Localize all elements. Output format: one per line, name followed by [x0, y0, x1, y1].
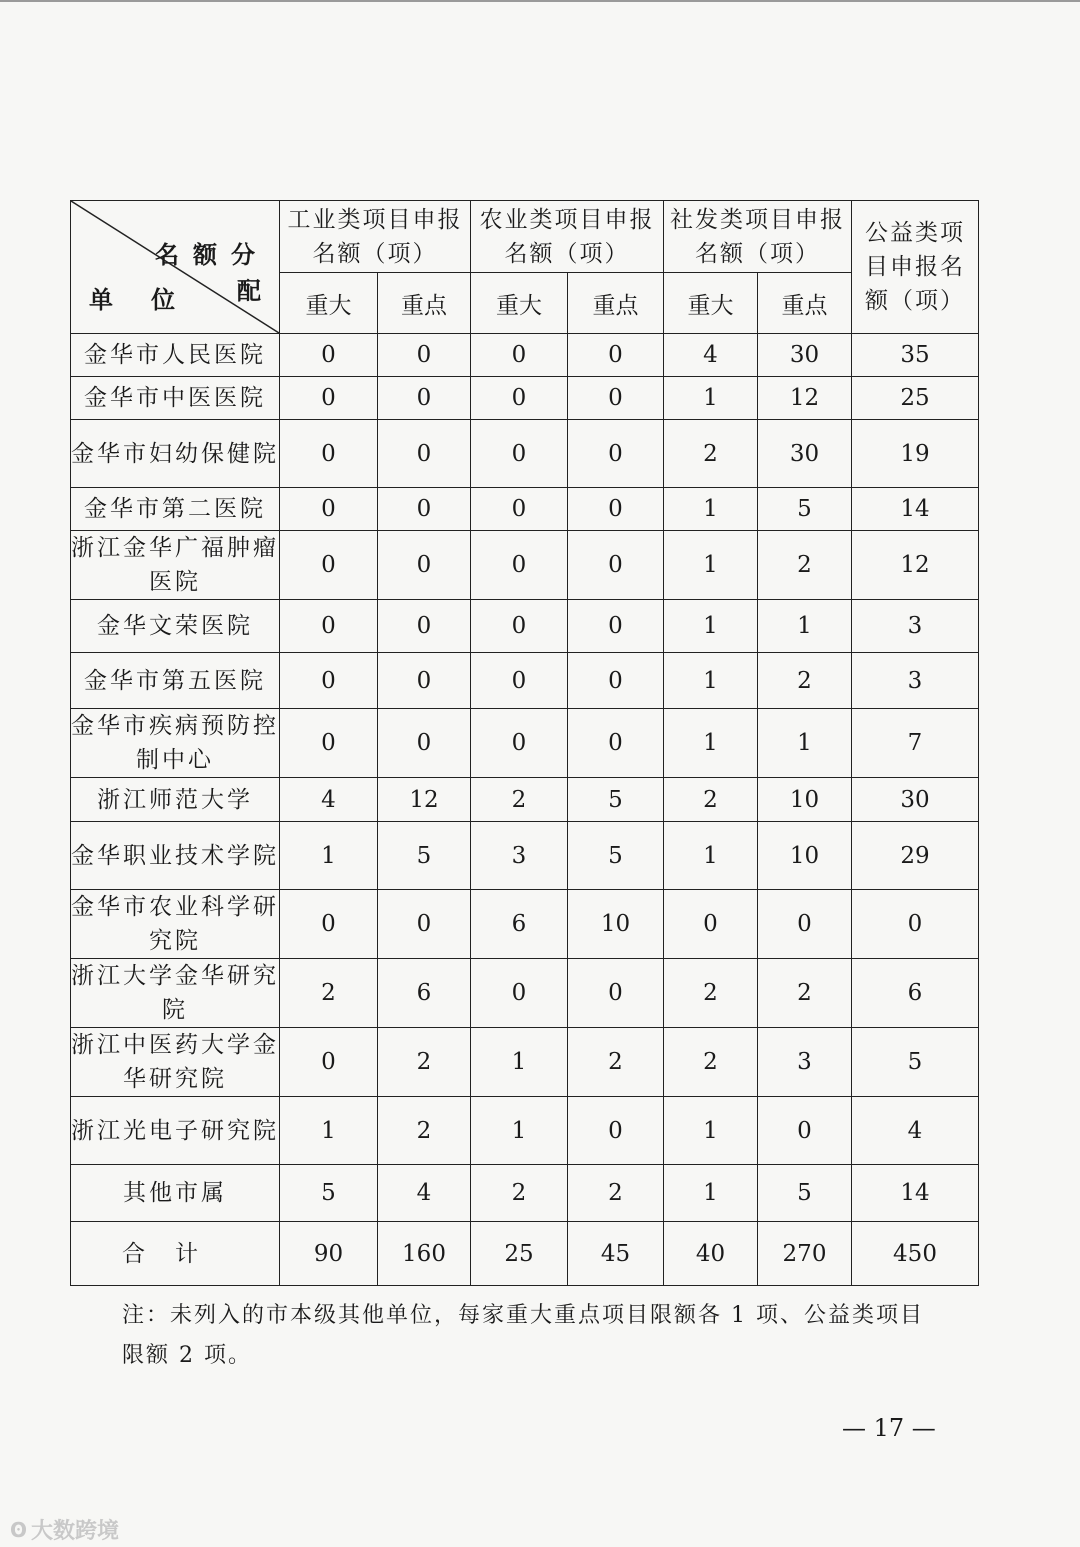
quota-value-cell: 0	[378, 653, 471, 709]
unit-name-cell: 浙江光电子研究院	[71, 1097, 280, 1165]
quota-value-cell: 0	[664, 890, 758, 959]
quota-value-cell: 2	[471, 1165, 568, 1222]
quota-value-cell: 30	[758, 420, 852, 488]
industry-header: 工业类项目申报名额（项）	[280, 201, 471, 273]
quota-value-cell: 1	[280, 1097, 378, 1165]
table-row	[71, 1097, 979, 1165]
quota-value-cell: 0	[568, 334, 664, 377]
quota-value-cell: 1	[471, 1097, 568, 1165]
table-row	[71, 488, 979, 531]
quota-value-cell: 0	[471, 488, 568, 531]
watermark-logo-icon: ʘ	[10, 1517, 28, 1542]
quota-value-cell: 1	[664, 488, 758, 531]
quota-value-cell: 2	[568, 1165, 664, 1222]
quota-value-cell: 0	[568, 959, 664, 1028]
quota-value-cell: 5	[758, 1165, 852, 1222]
quota-value-cell: 35	[852, 334, 979, 377]
quota-value-cell: 4	[664, 334, 758, 377]
quota-value-cell: 0	[568, 653, 664, 709]
quota-value-cell: 0	[471, 531, 568, 600]
table-row	[71, 653, 979, 709]
table-row	[71, 822, 979, 890]
quota-value-cell: 30	[758, 334, 852, 377]
table-row	[71, 778, 979, 822]
quota-value-cell: 0	[280, 531, 378, 600]
quota-value-cell: 14	[852, 488, 979, 531]
quota-value-cell: 5	[378, 822, 471, 890]
quota-value-cell: 7	[852, 709, 979, 778]
quota-value-cell: 14	[852, 1165, 979, 1222]
quota-value-cell: 2	[568, 1028, 664, 1097]
quota-value-cell: 0	[471, 600, 568, 653]
quota-value-cell: 2	[280, 959, 378, 1028]
quota-value-cell: 0	[471, 420, 568, 488]
sub-header: 重大	[471, 273, 568, 334]
quota-value-cell: 2	[378, 1097, 471, 1165]
quota-value-cell: 1	[280, 822, 378, 890]
public-welfare-header: 公益类项目申报名额（项）	[852, 201, 979, 334]
quota-value-cell: 0	[280, 1028, 378, 1097]
sub-header: 重点	[568, 273, 664, 334]
quota-value-cell: 0	[378, 600, 471, 653]
quota-table	[70, 200, 979, 1286]
table-row	[71, 377, 979, 420]
quota-value-cell: 5	[280, 1165, 378, 1222]
quota-value-cell: 5	[758, 488, 852, 531]
quota-value-cell: 0	[471, 334, 568, 377]
table-row	[71, 1165, 979, 1222]
quota-value-cell: 90	[280, 1222, 378, 1286]
quota-value-cell: 0	[280, 653, 378, 709]
quota-value-cell: 12	[758, 377, 852, 420]
quota-value-cell: 0	[568, 531, 664, 600]
quota-value-cell: 0	[280, 377, 378, 420]
quota-value-cell: 40	[664, 1222, 758, 1286]
quota-value-cell: 1	[758, 600, 852, 653]
table-body	[71, 334, 979, 1286]
unit-name-cell: 金华文荣医院	[71, 600, 280, 653]
table-row	[71, 959, 979, 1028]
watermark	[10, 1514, 119, 1545]
sub-header: 重点	[758, 273, 852, 334]
quota-value-cell: 1	[664, 377, 758, 420]
quota-value-cell: 450	[852, 1222, 979, 1286]
unit-name-cell: 金华市中医医院	[71, 377, 280, 420]
quota-value-cell: 0	[378, 377, 471, 420]
quota-value-cell: 25	[471, 1222, 568, 1286]
corner-header	[71, 201, 280, 334]
quota-value-cell: 0	[471, 709, 568, 778]
quota-value-cell: 5	[568, 822, 664, 890]
corner-right-label: 配	[237, 276, 261, 305]
quota-value-cell: 1	[664, 822, 758, 890]
table-row	[71, 709, 979, 778]
quota-value-cell: 19	[852, 420, 979, 488]
quota-value-cell: 2	[378, 1028, 471, 1097]
table-row	[71, 890, 979, 959]
quota-value-cell: 0	[378, 709, 471, 778]
quota-value-cell: 2	[664, 959, 758, 1028]
unit-name-cell: 金华市人民医院	[71, 334, 280, 377]
quota-value-cell: 2	[758, 959, 852, 1028]
quota-value-cell: 1	[758, 709, 852, 778]
quota-value-cell: 2	[471, 778, 568, 822]
quota-value-cell: 0	[568, 488, 664, 531]
quota-value-cell: 0	[280, 709, 378, 778]
quota-value-cell: 25	[852, 377, 979, 420]
quota-value-cell: 12	[852, 531, 979, 600]
agriculture-header: 农业类项目申报名额（项）	[471, 201, 664, 273]
table-row	[71, 531, 979, 600]
unit-name-cell: 浙江金华广福肿瘤医院	[71, 531, 280, 600]
quota-value-cell: 0	[568, 1097, 664, 1165]
page-top-edge	[0, 0, 1080, 2]
quota-value-cell: 0	[471, 377, 568, 420]
quota-value-cell: 0	[471, 653, 568, 709]
quota-value-cell: 2	[664, 1028, 758, 1097]
corner-top-label: 名额分	[155, 240, 269, 269]
quota-value-cell: 0	[378, 890, 471, 959]
unit-name-cell: 金华市第二医院	[71, 488, 280, 531]
quota-value-cell: 0	[280, 890, 378, 959]
quota-value-cell: 45	[568, 1222, 664, 1286]
quota-value-cell: 0	[280, 488, 378, 531]
table-row	[71, 334, 979, 377]
quota-value-cell: 2	[758, 531, 852, 600]
quota-value-cell: 0	[280, 420, 378, 488]
quota-value-cell: 1	[664, 531, 758, 600]
quota-value-cell: 270	[758, 1222, 852, 1286]
quota-value-cell: 0	[471, 959, 568, 1028]
quota-value-cell: 0	[280, 600, 378, 653]
quota-value-cell: 0	[568, 709, 664, 778]
quota-value-cell: 3	[852, 653, 979, 709]
unit-name-cell: 合计	[71, 1222, 280, 1286]
quota-value-cell: 6	[852, 959, 979, 1028]
quota-value-cell: 2	[758, 653, 852, 709]
watermark-text: 大数跨境	[31, 1519, 120, 1544]
quota-value-cell: 5	[568, 778, 664, 822]
quota-value-cell: 10	[758, 778, 852, 822]
unit-name-cell: 金华职业技术学院	[71, 822, 280, 890]
quota-value-cell: 1	[664, 709, 758, 778]
quota-value-cell: 1	[664, 1097, 758, 1165]
unit-name-cell: 浙江师范大学	[71, 778, 280, 822]
sub-header: 重大	[664, 273, 758, 334]
total-row	[71, 1222, 979, 1286]
quota-value-cell: 6	[471, 890, 568, 959]
quota-value-cell: 0	[280, 334, 378, 377]
unit-name-cell: 金华市妇幼保健院	[71, 420, 280, 488]
quota-value-cell: 10	[568, 890, 664, 959]
quota-value-cell: 0	[758, 1097, 852, 1165]
quota-value-cell: 4	[280, 778, 378, 822]
quota-value-cell: 0	[378, 488, 471, 531]
quota-value-cell: 3	[758, 1028, 852, 1097]
quota-value-cell: 5	[852, 1028, 979, 1097]
footnote: 注：未列入的市本级其他单位，每家重大重点项目限额各 1 项、公益类项目限额 2 项。	[122, 1303, 924, 1368]
quota-value-cell: 0	[378, 420, 471, 488]
quota-value-cell: 0	[568, 420, 664, 488]
sub-header: 重点	[378, 273, 471, 334]
unit-name-cell: 其他市属	[71, 1165, 280, 1222]
quota-value-cell: 29	[852, 822, 979, 890]
quota-value-cell: 0	[378, 531, 471, 600]
unit-name-cell: 金华市疾病预防控制中心	[71, 709, 280, 778]
quota-value-cell: 1	[664, 653, 758, 709]
quota-value-cell: 2	[664, 420, 758, 488]
social-header: 社发类项目申报名额（项）	[664, 201, 852, 273]
table-row	[71, 1028, 979, 1097]
quota-value-cell: 3	[852, 600, 979, 653]
quota-value-cell: 2	[664, 778, 758, 822]
quota-value-cell: 12	[378, 778, 471, 822]
quota-value-cell: 1	[664, 1165, 758, 1222]
quota-value-cell: 0	[758, 890, 852, 959]
quota-value-cell: 3	[471, 822, 568, 890]
quota-value-cell: 0	[852, 890, 979, 959]
quota-value-cell: 0	[378, 334, 471, 377]
quota-value-cell: 30	[852, 778, 979, 822]
quota-value-cell: 4	[852, 1097, 979, 1165]
quota-value-cell: 10	[758, 822, 852, 890]
quota-value-cell: 4	[378, 1165, 471, 1222]
sub-header: 重大	[280, 273, 378, 334]
page-number: — 17 —	[842, 1414, 936, 1442]
quota-value-cell: 160	[378, 1222, 471, 1286]
quota-value-cell: 6	[378, 959, 471, 1028]
quota-value-cell: 1	[471, 1028, 568, 1097]
quota-value-cell: 0	[568, 600, 664, 653]
unit-name-cell: 浙江中医药大学金华研究院	[71, 1028, 280, 1097]
unit-name-cell: 浙江大学金华研究院	[71, 959, 280, 1028]
quota-value-cell: 1	[664, 600, 758, 653]
quota-value-cell: 0	[568, 377, 664, 420]
table-row	[71, 420, 979, 488]
table-row	[71, 600, 979, 653]
unit-name-cell: 金华市第五医院	[71, 653, 280, 709]
corner-bottom-label: 单位	[89, 285, 213, 314]
unit-name-cell: 金华市农业科学研究院	[71, 890, 280, 959]
